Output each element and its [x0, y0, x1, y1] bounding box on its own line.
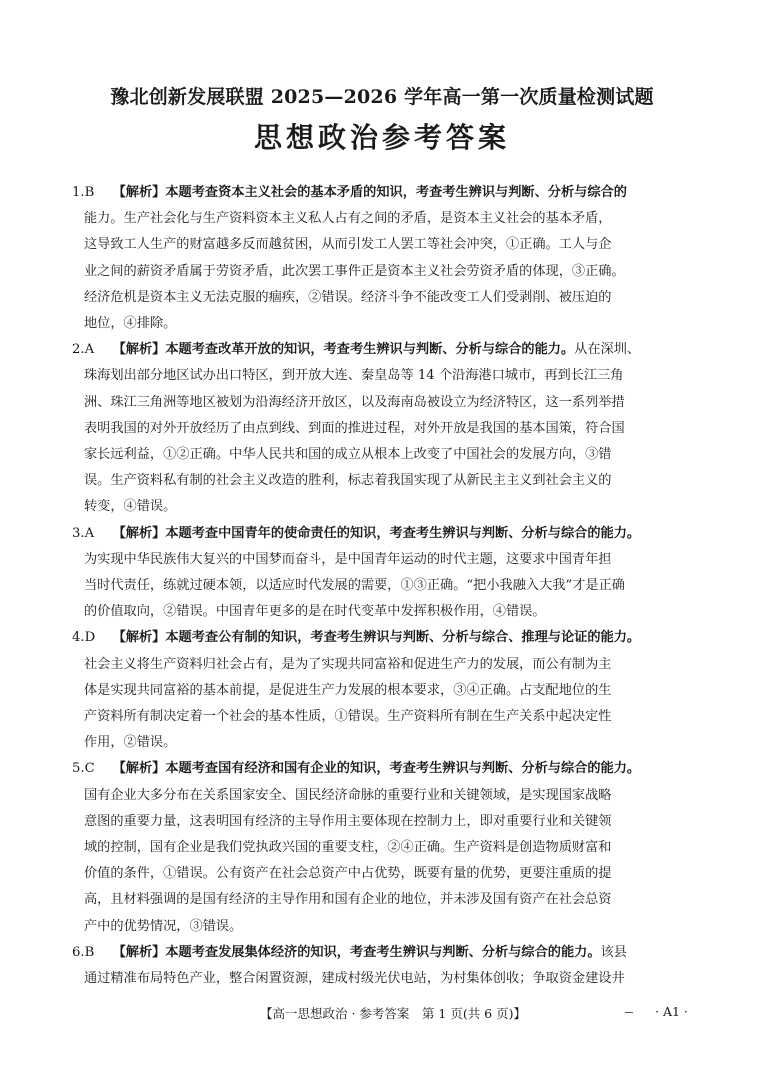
answer-item — [72, 180, 698, 337]
analysis-heading: 【解析】本题考查公有制的知识，考查考生辨识与判断、分析与综合、推理与论证的能力。 — [112, 630, 641, 646]
document-title: 豫北创新发展联盟 2025—2026 学年高一第一次质量检测试题 — [110, 86, 654, 108]
answer-first-line — [72, 180, 698, 206]
analysis-line: 洲、珠江三角洲等地区被划为沿海经济开放区，以及海南岛被设立为经济特区，这一系列举措 — [84, 394, 625, 410]
answer-choice: A — [84, 525, 95, 541]
analysis-line: 能力。生产社会化与生产资料资本主义私人占有之间的矛盾，是资本主义社会的基本矛盾， — [84, 211, 612, 227]
footer-dash-mark — [625, 1012, 633, 1013]
analysis-heading: 【解析】本题考查国有经济和国有企业的知识，考查考生辨识与判断、分析与综合的能力。 — [112, 761, 641, 777]
analysis-heading: 【解析】本题考查资本主义社会的基本矛盾的知识，考查考生辨识与判断、分析与综合的 — [112, 185, 627, 200]
analysis-line: 业之间的薪资矛盾属于劳资矛盾，此次罢工事件正是资本主义社会劳资矛盾的体现，③正确。 — [84, 263, 625, 279]
footer-edition-code: · A1 · — [655, 1004, 688, 1019]
answer-item — [72, 756, 698, 939]
analysis-body — [72, 966, 698, 992]
analysis-heading: 【解析】本题考查发展集体经济的知识，考查考生辨识与判断、分析与综合的能力。 — [112, 944, 601, 960]
answer-first-line — [72, 521, 698, 547]
question-number: 1. — [72, 185, 85, 200]
answer-first-line — [72, 940, 698, 966]
analysis-line: 转变，④错误。 — [84, 499, 177, 515]
answer-choice: A — [84, 342, 95, 358]
analysis-line: 为实现中华民族伟大复兴的中国梦而奋斗，是中国青年运动的时代主题，这要求中国青年担 — [84, 551, 612, 567]
answer-item — [72, 940, 698, 992]
page-footer — [0, 1004, 764, 1026]
analysis-line: 高，且材料强调的是国有经济的主导作用和国有企业的地位，并未涉及国有资产在社会总资 — [84, 892, 612, 908]
analysis-line: 通过精准布局特色产业，整合闲置资源，建成村级光伏电站，为村集体创收；争取资金建设井 — [84, 971, 625, 987]
answer-first-line — [72, 756, 698, 782]
question-number: 4. — [72, 630, 85, 646]
analysis-line: 表明我国的对外开放经历了由点到线、到面的推进过程，对外开放是我国的基本国策，符合国 — [84, 420, 625, 436]
answer-first-line — [72, 625, 698, 651]
analysis-line: 体是实现共同富裕的基本前提，是促进生产力发展的根本要求，③④正确。占支配地位的生 — [84, 682, 612, 698]
analysis-body — [72, 652, 698, 757]
answer-first-line — [72, 337, 698, 363]
answer-choice: B — [84, 185, 95, 200]
analysis-line: 作用，②错误。 — [84, 735, 177, 751]
analysis-heading: 【解析】本题考查改革开放的知识，考查考生辨识与判断、分析与综合的能力。 — [112, 342, 575, 358]
analysis-line: 经济危机是资本主义无法克服的痼疾，②错误。经济斗争不能改变工人们受剥削、被压迫的 — [84, 289, 612, 305]
analysis-line: 价值的条件，①错误。公有资产在社会总资产中占优势，既要有量的优势，更要注重质的提 — [84, 866, 612, 882]
analysis-text-start: 从在深圳、 — [574, 342, 641, 358]
answer-list — [72, 180, 698, 992]
question-number: 2. — [72, 342, 85, 358]
analysis-line: 社会主义将生产资料归社会占有，是为了实现共同富裕和促进生产力的发展，而公有制为主 — [84, 656, 612, 672]
analysis-line: 的价值取向，②错误。中国青年更多的是在时代变革中发挥积极作用，④错误。 — [84, 604, 546, 620]
analysis-line: 地位，④排除。 — [84, 316, 177, 332]
analysis-line: 国有企业大多分布在关系国家安全、国民经济命脉的重要行业和关键领域，是实现国家战略 — [84, 787, 612, 803]
analysis-body — [72, 547, 698, 626]
analysis-body — [72, 363, 698, 520]
document-subtitle: 思想政治参考答案 — [253, 121, 510, 154]
footer-page-info: 【高一思想政治 · 参考答案 第 1 页(共 6 页)】 — [260, 1006, 526, 1021]
question-number: 5. — [72, 761, 85, 777]
analysis-line: 产中的优势情况，③错误。 — [84, 918, 243, 934]
analysis-line: 珠海划出部分地区试办出口特区，到开放大连、秦皇岛等 14 个沿海港口城市，再到长江三角 — [84, 368, 624, 384]
question-number: 3. — [72, 525, 85, 541]
answer-item — [72, 337, 698, 520]
analysis-text-start: 该县 — [600, 944, 627, 960]
analysis-line: 这导致工人生产的财富越多反而越贫困，从而引发工人罢工等社会冲突，①正确。工人与企 — [84, 237, 612, 253]
analysis-body — [72, 783, 698, 940]
analysis-line: 误。生产资料私有制的社会主义改造的胜利，标志着我国实现了从新民主主义到社会主义的 — [84, 473, 612, 489]
question-number: 6. — [72, 944, 85, 960]
analysis-body — [72, 206, 698, 337]
analysis-line: 域的控制，国有企业是我们党执政兴国的重要支柱，②④正确。生产资料是创造物质财富和 — [84, 840, 612, 856]
analysis-line: 当时代责任，练就过硬本领，以适应时代发展的需要，①③正确。“把小我融入大我”才是正确 — [84, 578, 625, 594]
analysis-line: 产资料所有制决定着一个社会的基本性质，①错误。生产资料所有制在生产关系中起决定性 — [84, 709, 612, 725]
answer-choice: C — [84, 761, 95, 777]
analysis-heading: 【解析】本题考查中国青年的使命责任的知识，考查考生辨识与判断、分析与综合的能力。 — [112, 525, 641, 541]
answer-item — [72, 625, 698, 756]
analysis-line: 家长远利益，①②正确。中华人民共和国的成立从根本上改变了中国社会的发展方向，③错 — [84, 447, 612, 463]
analysis-line: 意图的重要力量，这表明国有经济的主导作用主要体现在控制力上，即对重要行业和关键领 — [84, 813, 612, 829]
answer-choice: D — [84, 630, 96, 646]
answer-choice: B — [84, 944, 95, 960]
answer-item — [72, 521, 698, 626]
